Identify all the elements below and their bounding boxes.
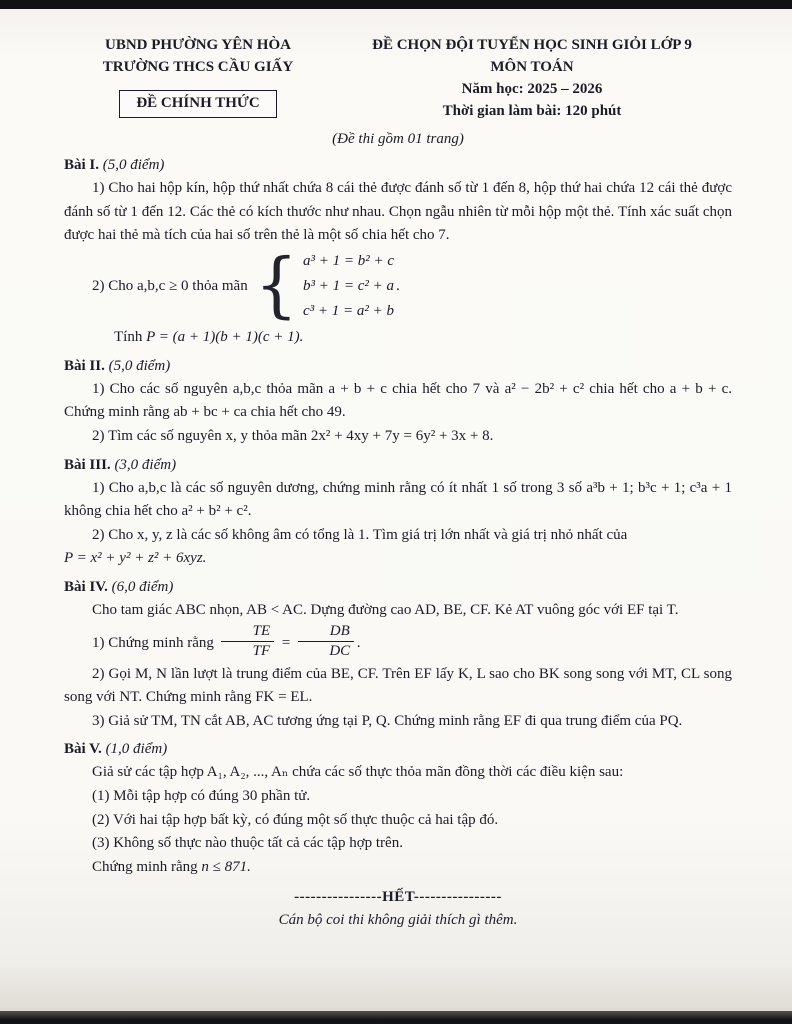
problem-5-condition-1: (1) Mỗi tập hợp có đúng 30 phần tử. [92,787,311,804]
fraction-denominator: DC [329,642,351,659]
problem-2-item-2: 2) Tìm các số nguyên x, y thỏa mãn 2x² + 4xy + 7y = 6y² + 3x + 8. [92,427,494,444]
problem-4-item-1-post: . [356,634,361,651]
problem-5-conclusion [64,856,732,880]
equation-2: b³ + 1 = c² + a [302,277,394,294]
compute-pre: Tính [114,328,147,345]
exam-footer [64,885,732,931]
conclusion-formula: n ≤ 871. [201,858,251,875]
problem-3-label: Bài III. [64,456,111,473]
issuer-line-1: UBND PHƯỜNG YÊN HÒA [105,37,291,53]
problem-2-title [64,355,732,378]
problem-3 [64,454,732,571]
problem-5-intro: Giả sử các tập hợp A₁, A₂, ..., Aₙ chứa các số thực thỏa mãn đồng thời các điều kiện sau: [92,764,624,781]
issuer-block [64,34,332,118]
problem-2 [64,355,732,449]
equation-1: a³ + 1 = b² + c [302,252,394,269]
problem-3-title [64,454,732,477]
problem-1-item-1: 1) Cho hai hộp kín, hộp thứ nhất chứa 8 cái thẻ được đánh số từ 1 đến 8, hộp thứ hai chứa 12 cái thẻ được đánh số từ 1 đến 12. Các thẻ có kích thước như nhau. Chọn ngẫu nhiên từ mỗi hộp một thẻ. Tính xác suất chọn được hai thẻ mà tích của hai số trên thẻ là một số chia hết cho 7. [64,180,732,244]
problem-2-points: (5,0 điểm) [108,357,171,374]
system-brace: { [254,244,298,327]
problem-5-condition-3: (3) Không số thực nào thuộc tất cả các tập hợp trên. [92,835,403,852]
exam-info-block [332,34,732,122]
problem-4-title [64,576,732,599]
problem-5-title [64,738,732,761]
problem-4-label: Bài IV. [64,578,108,595]
problem-3-points: (3,0 điểm) [114,456,177,473]
problem-4-points: (6,0 điểm) [111,578,174,595]
problem-5 [64,738,732,879]
fraction-numerator: TE [221,623,275,642]
issuer-line-2: TRƯỜNG THCS CẦU GIẤY [102,59,294,75]
problem-1-item-2 [92,244,732,327]
problem-2-label: Bài II. [64,357,105,374]
fraction-db-dc [298,623,354,660]
problem-5-label: Bài V. [64,741,102,758]
subject-title: MÔN TOÁN [490,59,574,75]
exam-duration: Thời gian làm bài: 120 phút [442,103,622,119]
problem-5-points: (1,0 điểm) [105,741,168,758]
problem-4-item-3: 3) Giả sử TM, TN cắt AB, AC tương ứng tại P, Q. Chứng minh rằng EF đi qua trung điểm của PQ. [92,712,683,729]
problem-5-condition-2: (2) Với hai tập hợp bất kỳ, có đúng một số thực thuộc cả hai tập đó. [92,811,499,828]
problem-1-compute [114,325,732,350]
official-exam-label: ĐỀ CHÍNH THỨC [136,95,260,111]
exam-title: ĐỀ CHỌN ĐỘI TUYỂN HỌC SINH GIỎI LỚP 9 [372,37,692,53]
problem-1-points: (5,0 điểm) [102,157,165,173]
problem-4-item-2: 2) Gọi M, N lần lượt là trung điểm của BE, CF. Trên EF lấy K, L sao cho BK song song với MT, CL song song với NT. Chứng minh rằng FK = EL. [64,665,732,706]
school-year: Năm học: 2025 – 2026 [461,81,603,97]
equation-3: c³ + 1 = a² + b [302,302,394,319]
problem-2-item-1: 1) Cho các số nguyên a,b,c thỏa mãn a + b + c chia hết cho 7 và a² − 2b² + c² chia hết cho a + b + c. Chứng minh rằng ab + bc + ca chia hết cho 49. [64,380,732,421]
equation-system [303,249,394,324]
fraction-numerator: DB [298,623,354,642]
problem-3-item-1: 1) Cho a,b,c là các số nguyên dương, chứng minh rằng có ít nhất 1 số trong 3 số a³b + 1; b³c + 1; c³a + 1 không chia hết cho a² + b² + c². [64,479,732,520]
problem-4-item-1 [64,623,732,663]
problem-3-item-2-formula: P = x² + y² + z² + 6xyz. [64,550,207,567]
end-of-exam-label: ----------------HẾT---------------- [294,889,502,906]
problem-3-item-2: 2) Cho x, y, z là các số không âm có tổng là 1. Tìm giá trị lớn nhất và giá trị nhỏ nhất của [92,526,628,543]
fraction-denominator: TF [252,642,271,659]
fraction-te-tf [221,623,275,660]
official-exam-box [119,90,276,118]
equals-sign: = [280,634,292,651]
conclusion-pre: Chứng minh rằng [92,858,202,875]
problem-1-label: Bài I. [64,157,100,173]
problem-1-title [64,154,732,177]
compute-formula: P = (a + 1)(b + 1)(c + 1). [146,328,304,345]
exam-header [64,34,732,122]
proctor-note: Cán bộ coi thi không giải thích gì thêm. [278,912,518,929]
problem-4-item-1-pre: 1) Chứng minh rằng [92,634,214,651]
problem-4-intro: Cho tam giác ABC nhọn, AB < AC. Dựng đường cao AD, BE, CF. Kẻ AT vuông góc với EF tại T. [92,601,679,618]
page-count-note: (Đề thi gồm 01 trang) [332,131,464,147]
photo-edge-bottom [0,1011,792,1024]
system-period: . [396,277,400,294]
problem-1 [64,154,732,350]
system-intro: 2) Cho a,b,c ≥ 0 thỏa mãn [92,277,248,294]
problem-4 [64,576,732,733]
photo-edge-top [0,0,792,9]
